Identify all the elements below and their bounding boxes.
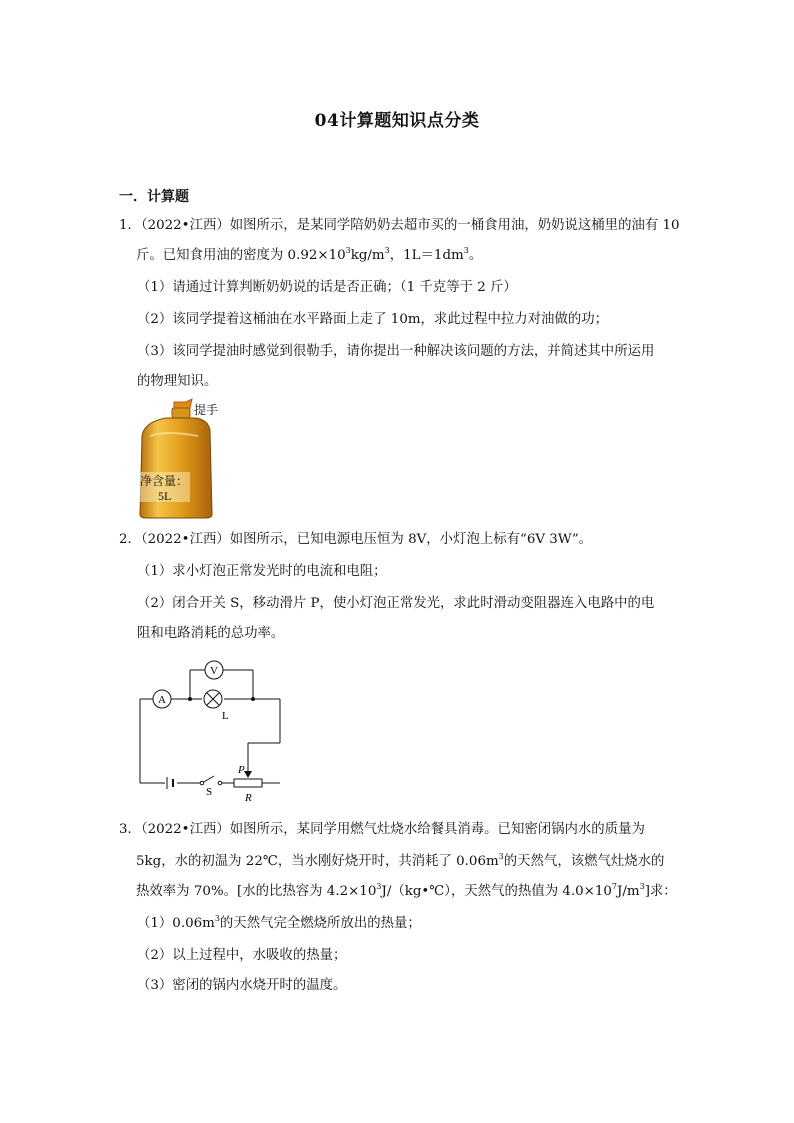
slider-label: P xyxy=(238,764,245,776)
section-heading: 一．计算题 xyxy=(119,189,189,205)
circuit-diagram xyxy=(130,655,300,805)
q3-sub-3: （3）密闭的锅内水烧开时的温度。 xyxy=(137,978,347,993)
switch-label: S xyxy=(206,786,213,798)
net-content-value: 5L xyxy=(158,489,172,503)
q1-sub-1: （1）请通过计算判断奶奶说的话是否正确；（1 千克等于 2 斤） xyxy=(137,280,517,295)
ammeter-label: A xyxy=(158,694,166,706)
handle-label: 提手 xyxy=(194,403,219,417)
q3-line-1: 3．（2022•江西）如图所示，某同学用燃气灶烧水给餐具消毒。已知密闭锅内水的质量为 xyxy=(119,822,645,837)
q2-sub-2-cont: 阻和电路消耗的总功率。 xyxy=(137,626,285,641)
q3-sub-1: $(1)0.06m^3$的天然气完全燃烧所放出的热量； xyxy=(137,913,421,931)
q3-sub-2: （2）以上过程中，水吸收的热量； xyxy=(137,948,347,963)
rheostat-label: R xyxy=(245,792,252,804)
q2-sub-1: （1）求小灯泡正常发光时的电流和电阻； xyxy=(137,564,387,579)
page-title: 04计算题知识点分类 xyxy=(314,111,480,131)
q1-line-1: 1．（2022•江西）如图所示，是某同学陪奶奶去超市买的一桶食用油，奶奶说这桶里的油有 10 xyxy=(119,218,680,233)
q2-sub-2: （2）闭合开关 S，移动滑片 P，使小灯泡正常发光，求此时滑动变阻器连入电路中的电 xyxy=(137,596,655,611)
q1-line-2: 斤。已知食用油的密度为 $0.92\times 10^3kg/m^3$，$1L=1dm^3$。 xyxy=(136,245,483,263)
q1-sub-2: （2）该同学提着这桶油在水平路面上走了 10m，求此过程中拉力对油做的功； xyxy=(137,312,609,327)
q3-line-3: 热效率为 70%。[水的比热容为 $4.2\times 10^3J/(kg•℃)$，天然气的热值为 $4.0\times 10^7J/m^3$]求： xyxy=(136,881,677,899)
lamp-label: L xyxy=(222,710,229,722)
net-content-label: 净含量： xyxy=(140,474,189,488)
voltmeter-label: V xyxy=(210,665,218,677)
q1-sub-3: （3）该同学提油时感觉到很勒手，请你提出一种解决该问题的方法，并简述其中所运用 xyxy=(137,344,655,359)
q3-line-2: 5kg，水的初温为 22℃，当水刚好烧开时，共消耗了 $0.06m^3$的天然气，该燃气灶烧水的 xyxy=(136,851,665,869)
q1-sub-3-cont: 的物理知识。 xyxy=(137,374,218,389)
q2-line-1: 2．（2022•江西）如图所示，已知电源电压恒为 8V，小灯泡上标有“6V 3W”。 xyxy=(119,532,593,547)
